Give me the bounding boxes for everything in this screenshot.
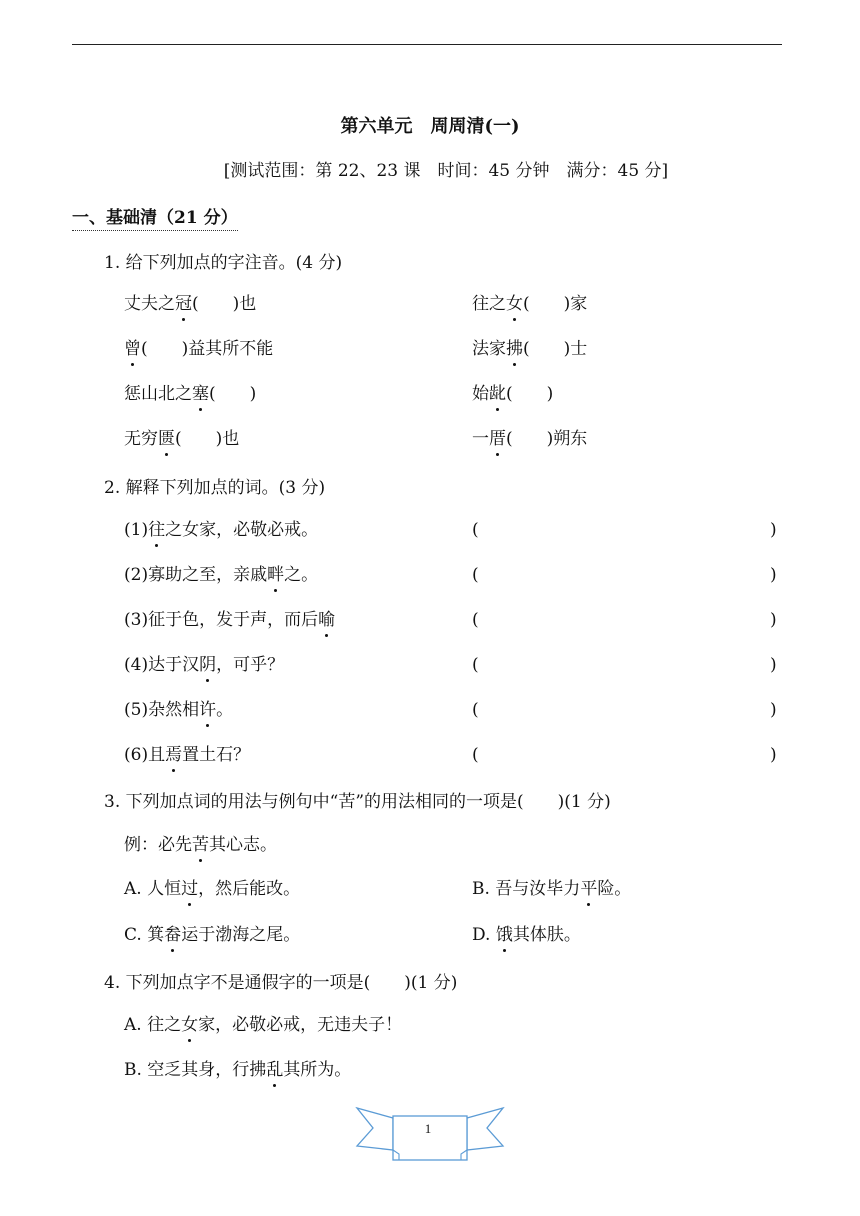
question-4-stem: 4. 下列加点字不是通假字的一项是( )(1 分) bbox=[104, 973, 458, 993]
q1-item-2: 往之女( )家 bbox=[472, 294, 588, 314]
q2-answer-5-open: ( bbox=[472, 700, 479, 720]
q2-item-1: (1)往之女家，必敬必戒。 bbox=[124, 520, 319, 540]
question-2-stem: 2. 解释下列加点的词。(3 分) bbox=[104, 478, 326, 498]
q3-option-d: D. 饿其体肤。 bbox=[472, 925, 581, 945]
q4-option-a: A. 往之女家，必敬必戒，无违夫子！ bbox=[124, 1015, 403, 1035]
q1-item-4: 法家拂( )士 bbox=[472, 339, 588, 359]
q1-item-6: 始龀( ) bbox=[472, 384, 554, 404]
q1-item-5: 惩山北之塞( ) bbox=[124, 384, 257, 404]
q2-item-5: (5)杂然相许。 bbox=[124, 700, 234, 720]
q2-answer-3-open: ( bbox=[472, 610, 479, 630]
test-scope-subtitle: [测试范围：第 22、23 课 时间：45 分钟 满分：45 分] bbox=[223, 161, 669, 181]
q3-option-a: A. 人恒过，然后能改。 bbox=[124, 879, 301, 899]
page-number: 1 bbox=[424, 1121, 432, 1136]
q2-answer-4-open: ( bbox=[472, 655, 479, 675]
q2-answer-6-open: ( bbox=[472, 745, 479, 765]
q3-option-b: B. 吾与汝毕力平险。 bbox=[472, 879, 632, 899]
question-1-stem: 1. 给下列加点的字注音。(4 分) bbox=[104, 253, 343, 273]
q1-item-3: 曾( )益其所不能 bbox=[124, 339, 274, 359]
q2-item-6: (6)且焉置土石？ bbox=[124, 745, 251, 765]
q1-item-1: 丈夫之冠( )也 bbox=[124, 294, 257, 314]
page-title: 第六单元 周周清(一) bbox=[340, 116, 520, 137]
q2-item-2: (2)寡助之至，亲戚畔之。 bbox=[124, 565, 319, 585]
section-heading-basics: 一、基础清（21 分） bbox=[72, 207, 238, 231]
q3-example: 例：必先苦其心志。 bbox=[124, 835, 277, 855]
header-rule bbox=[72, 44, 782, 45]
question-3-stem: 3. 下列加点词的用法与例句中“苦”的用法相同的一项是( )(1 分) bbox=[104, 792, 611, 812]
q2-answer-2-open: ( bbox=[472, 565, 479, 585]
q2-answer-3-close: ) bbox=[770, 610, 777, 630]
q2-answer-1-open: ( bbox=[472, 520, 479, 540]
q2-item-3: (3)征于色，发于声，而后喻 bbox=[124, 610, 336, 630]
q2-answer-5-close: ) bbox=[770, 700, 777, 720]
q1-item-7: 无穷匮( )也 bbox=[124, 429, 240, 449]
q2-answer-6-close: ) bbox=[770, 745, 777, 765]
q2-answer-1-close: ) bbox=[770, 520, 777, 540]
q3-option-c: C. 箕畚运于渤海之尾。 bbox=[124, 925, 301, 945]
q2-answer-2-close: ) bbox=[770, 565, 777, 585]
q2-item-4: (4)达于汉阴，可乎？ bbox=[124, 655, 285, 675]
q4-option-b: B. 空乏其身，行拂乱其所为。 bbox=[124, 1060, 352, 1080]
q2-answer-4-close: ) bbox=[770, 655, 777, 675]
q1-item-8: 一厝( )朔东 bbox=[472, 429, 588, 449]
